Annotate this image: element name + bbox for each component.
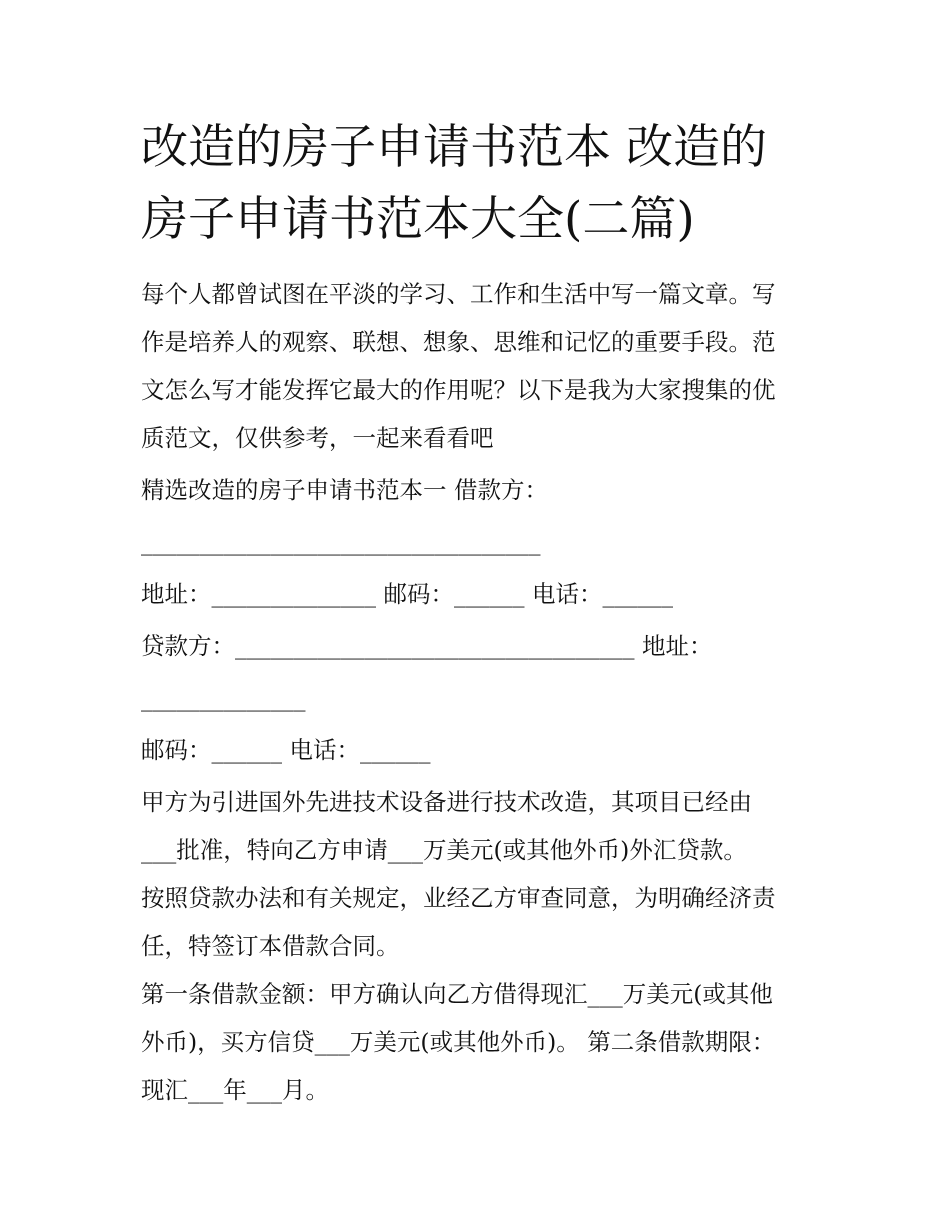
body-line: 外币)，买方信贷___万美元(或其他外币)。 第二条借款期限： [141, 1028, 776, 1056]
lender-address-blank: ______________ [141, 684, 306, 712]
lender-contact-line: 邮码：______ 电话：______ [141, 736, 431, 764]
title-line-1: 改造的房子申请书范本 改造的 [141, 120, 767, 175]
intro-line: 质范文，仅供参考，一起来看看吧 [141, 424, 494, 452]
borrower-address-line: 地址：______________ 邮码：______ 电话：______ [141, 580, 673, 608]
document-page [141, 112, 821, 1114]
body-line: 按照贷款办法和有关规定，业经乙方审查同意，为明确经济责 [141, 884, 776, 912]
section-heading: 精选改造的房子申请书范本一 借款方： [141, 476, 548, 504]
title-line-2: 房子申请书范本大全(二篇) [141, 192, 695, 247]
body-line: 现汇___年___月。 [141, 1076, 329, 1104]
document-title [141, 112, 821, 256]
body-line: ___批准，特向乙方申请___万美元(或其他外币)外汇贷款。 [141, 836, 747, 864]
body-line: 任，特签订本借款合同。 [141, 932, 400, 960]
intro-line: 文怎么写才能发挥它最大的作用呢？以下是我为大家搜集的优 [141, 376, 776, 404]
intro-paragraph [141, 270, 821, 462]
lender-line: 贷款方：__________________________________ 地址： [141, 632, 713, 660]
body-text [141, 778, 821, 1114]
intro-line: 作是培养人的观察、联想、想象、思维和记忆的重要手段。范 [141, 328, 776, 356]
borrower-blank: __________________________________ [141, 528, 541, 556]
body-line: 甲方为引进国外先进技术设备进行技术改造，其项目已经由 [141, 788, 752, 816]
body-line: 第一条借款金额：甲方确认向乙方借得现汇___万美元(或其他 [141, 980, 773, 1008]
intro-line: 每个人都曾试图在平淡的学习、工作和生活中写一篇文章。写 [141, 280, 776, 308]
